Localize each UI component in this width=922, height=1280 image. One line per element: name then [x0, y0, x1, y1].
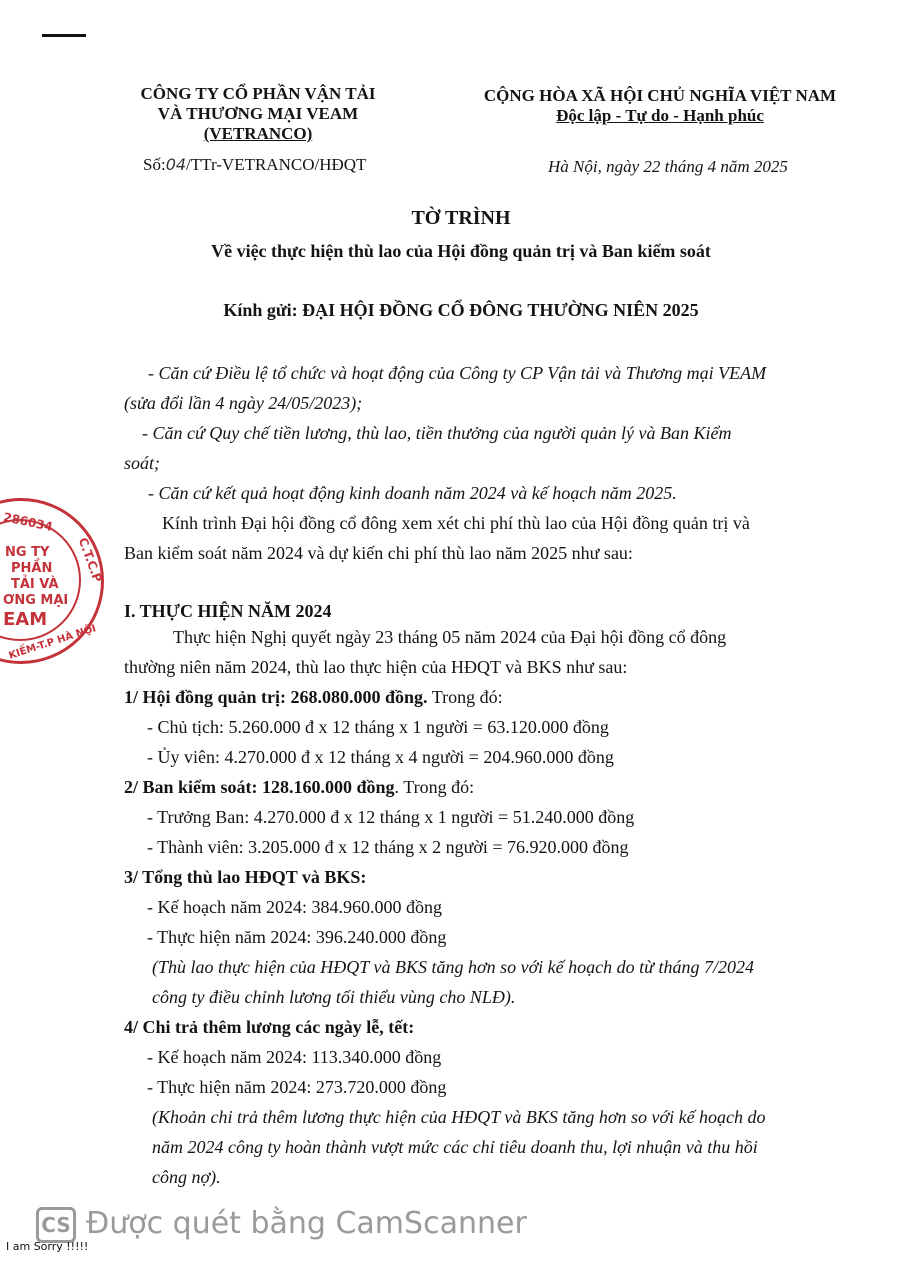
- national-motto: Độc lập - Tự do - Hạnh phúc: [556, 106, 764, 125]
- footer-sorry-text: I am Sorry !!!!!: [6, 1240, 89, 1253]
- holiday-note-line1: (Khoản chi trả thêm lương thực hiện của HĐQT và BKS tăng hơn so với kế hoạch do: [152, 1107, 766, 1127]
- board-label: 1/ Hội đồng quản trị: 268.080.000 đồng.: [124, 687, 428, 707]
- holiday-note-line2: năm 2024 công ty hoàn thành vượt mức các chỉ tiêu doanh thu, lợi nhuận và thu hồi: [152, 1137, 758, 1157]
- section1-intro-line2: thường niên năm 2024, thù lao thực hiện của HĐQT và BKS như sau:: [124, 657, 628, 677]
- document-date: Hà Nội, ngày 22 tháng 4 năm 2025: [548, 157, 788, 176]
- section1-heading: I. THỰC HIỆN NĂM 2024: [124, 601, 332, 621]
- stamp-line1: NG TY: [5, 545, 50, 560]
- camscanner-watermark: [36, 1206, 527, 1243]
- number-suffix: /TTr-VETRANCO/HĐQT: [186, 155, 367, 174]
- holiday-note-line3: công nợ).: [152, 1167, 221, 1187]
- board-suffix: Trong đó:: [427, 687, 503, 707]
- basis-2-line2: soát;: [124, 453, 160, 473]
- supervisory-label: 2/ Ban kiểm soát: 128.160.000 đồng: [124, 777, 395, 797]
- holiday-pay-plan: - Kế hoạch năm 2024: 113.340.000 đồng: [147, 1047, 442, 1067]
- document-title: TỜ TRÌNH: [411, 207, 511, 229]
- document-number: [143, 155, 366, 175]
- number-prefix: Số:: [143, 155, 166, 174]
- total-heading: 3/ Tổng thù lao HĐQT và BKS:: [124, 867, 367, 887]
- basis-3: - Căn cứ kết quả hoạt động kinh doanh năm 2024 và kế hoạch năm 2025.: [148, 483, 677, 503]
- stamp-line3: TẢI VÀ: [11, 577, 59, 592]
- stamp-line5: EAM: [3, 609, 48, 630]
- camscanner-logo-icon: CS: [36, 1207, 76, 1243]
- intro-line2: Ban kiểm soát năm 2024 và dự kiến chi phí thù lao năm 2025 như sau:: [124, 543, 633, 563]
- supervisory-suffix: . Trong đó:: [394, 777, 475, 797]
- supervisory-item-members: - Thành viên: 3.205.000 đ x 12 tháng x 2 người = 76.920.000 đồng: [147, 837, 629, 857]
- document-subject: Về việc thực hiện thù lao của Hội đồng quản trị và Ban kiểm soát: [211, 241, 711, 261]
- supervisory-item-head: - Trưởng Ban: 4.270.000 đ x 12 tháng x 1 người = 51.240.000 đồng: [147, 807, 635, 827]
- company-name-line1: CÔNG TY CỔ PHẦN VẬN TẢI: [140, 84, 376, 103]
- stamp-code: 286034: [2, 509, 55, 535]
- camscanner-text: Được quét bằng CamScanner: [86, 1206, 527, 1241]
- national-header: [455, 86, 865, 126]
- stamp-line2: PHẦN: [11, 561, 53, 576]
- header-dash-mark: [42, 34, 86, 37]
- board-item-members: - Ủy viên: 4.270.000 đ x 12 tháng x 4 người = 204.960.000 đồng: [147, 747, 614, 767]
- holiday-pay-actual: - Thực hiện năm 2024: 273.720.000 đồng: [147, 1077, 447, 1097]
- basis-1-line2: (sửa đổi lần 4 ngày 24/05/2023);: [124, 393, 363, 413]
- supervisory-heading: [124, 772, 474, 802]
- intro-line1: Kính trình Đại hội đồng cổ đông xem xét chi phí thù lao của Hội đồng quản trị và: [162, 513, 750, 533]
- company-seal-stamp: [0, 498, 104, 664]
- section1-intro-line1: Thực hiện Nghị quyết ngày 23 tháng 05 năm 2024 của Đại hội đồng cổ đông: [173, 627, 727, 647]
- total-item-actual: - Thực hiện năm 2024: 396.240.000 đồng: [147, 927, 447, 947]
- stamp-line4: ƠNG MẠI: [3, 593, 69, 608]
- basis-1-line1: - Căn cứ Điều lệ tổ chức và hoạt động của Công ty CP Vận tải và Thương mại VEAM: [148, 363, 767, 383]
- board-heading: [124, 682, 503, 712]
- document-recipient: Kính gửi: ĐẠI HỘI ĐỒNG CỔ ĐÔNG THƯỜNG NIÊN 2025: [223, 300, 699, 320]
- company-abbrev: (VETRANCO): [203, 124, 313, 143]
- total-note-line1: (Thù lao thực hiện của HĐQT và BKS tăng hơn so với kế hoạch do từ tháng 7/2024: [152, 957, 754, 977]
- country-name: CỘNG HÒA XÃ HỘI CHỦ NGHĨA VIỆT NAM: [483, 86, 837, 105]
- company-header: [118, 84, 398, 144]
- company-name-line2: VÀ THƯƠNG MẠI VEAM: [157, 104, 359, 123]
- basis-2-line1: - Căn cứ Quy chế tiền lương, thù lao, tiền thưởng của người quản lý và Ban Kiểm: [142, 423, 732, 443]
- total-item-plan: - Kế hoạch năm 2024: 384.960.000 đồng: [147, 897, 442, 917]
- holiday-pay-heading: 4/ Chi trả thêm lương các ngày lễ, tết:: [124, 1017, 415, 1037]
- stamp-ctcp: C.T.C.P: [75, 535, 105, 585]
- stamp-line6: KIẾM-T.P HÀ NỘI: [7, 623, 98, 662]
- number-handwritten: 04: [165, 155, 187, 174]
- board-item-chairman: - Chủ tịch: 5.260.000 đ x 12 tháng x 1 người = 63.120.000 đồng: [147, 717, 609, 737]
- total-note-line2: công ty điều chỉnh lương tối thiểu vùng cho NLĐ).: [152, 987, 516, 1007]
